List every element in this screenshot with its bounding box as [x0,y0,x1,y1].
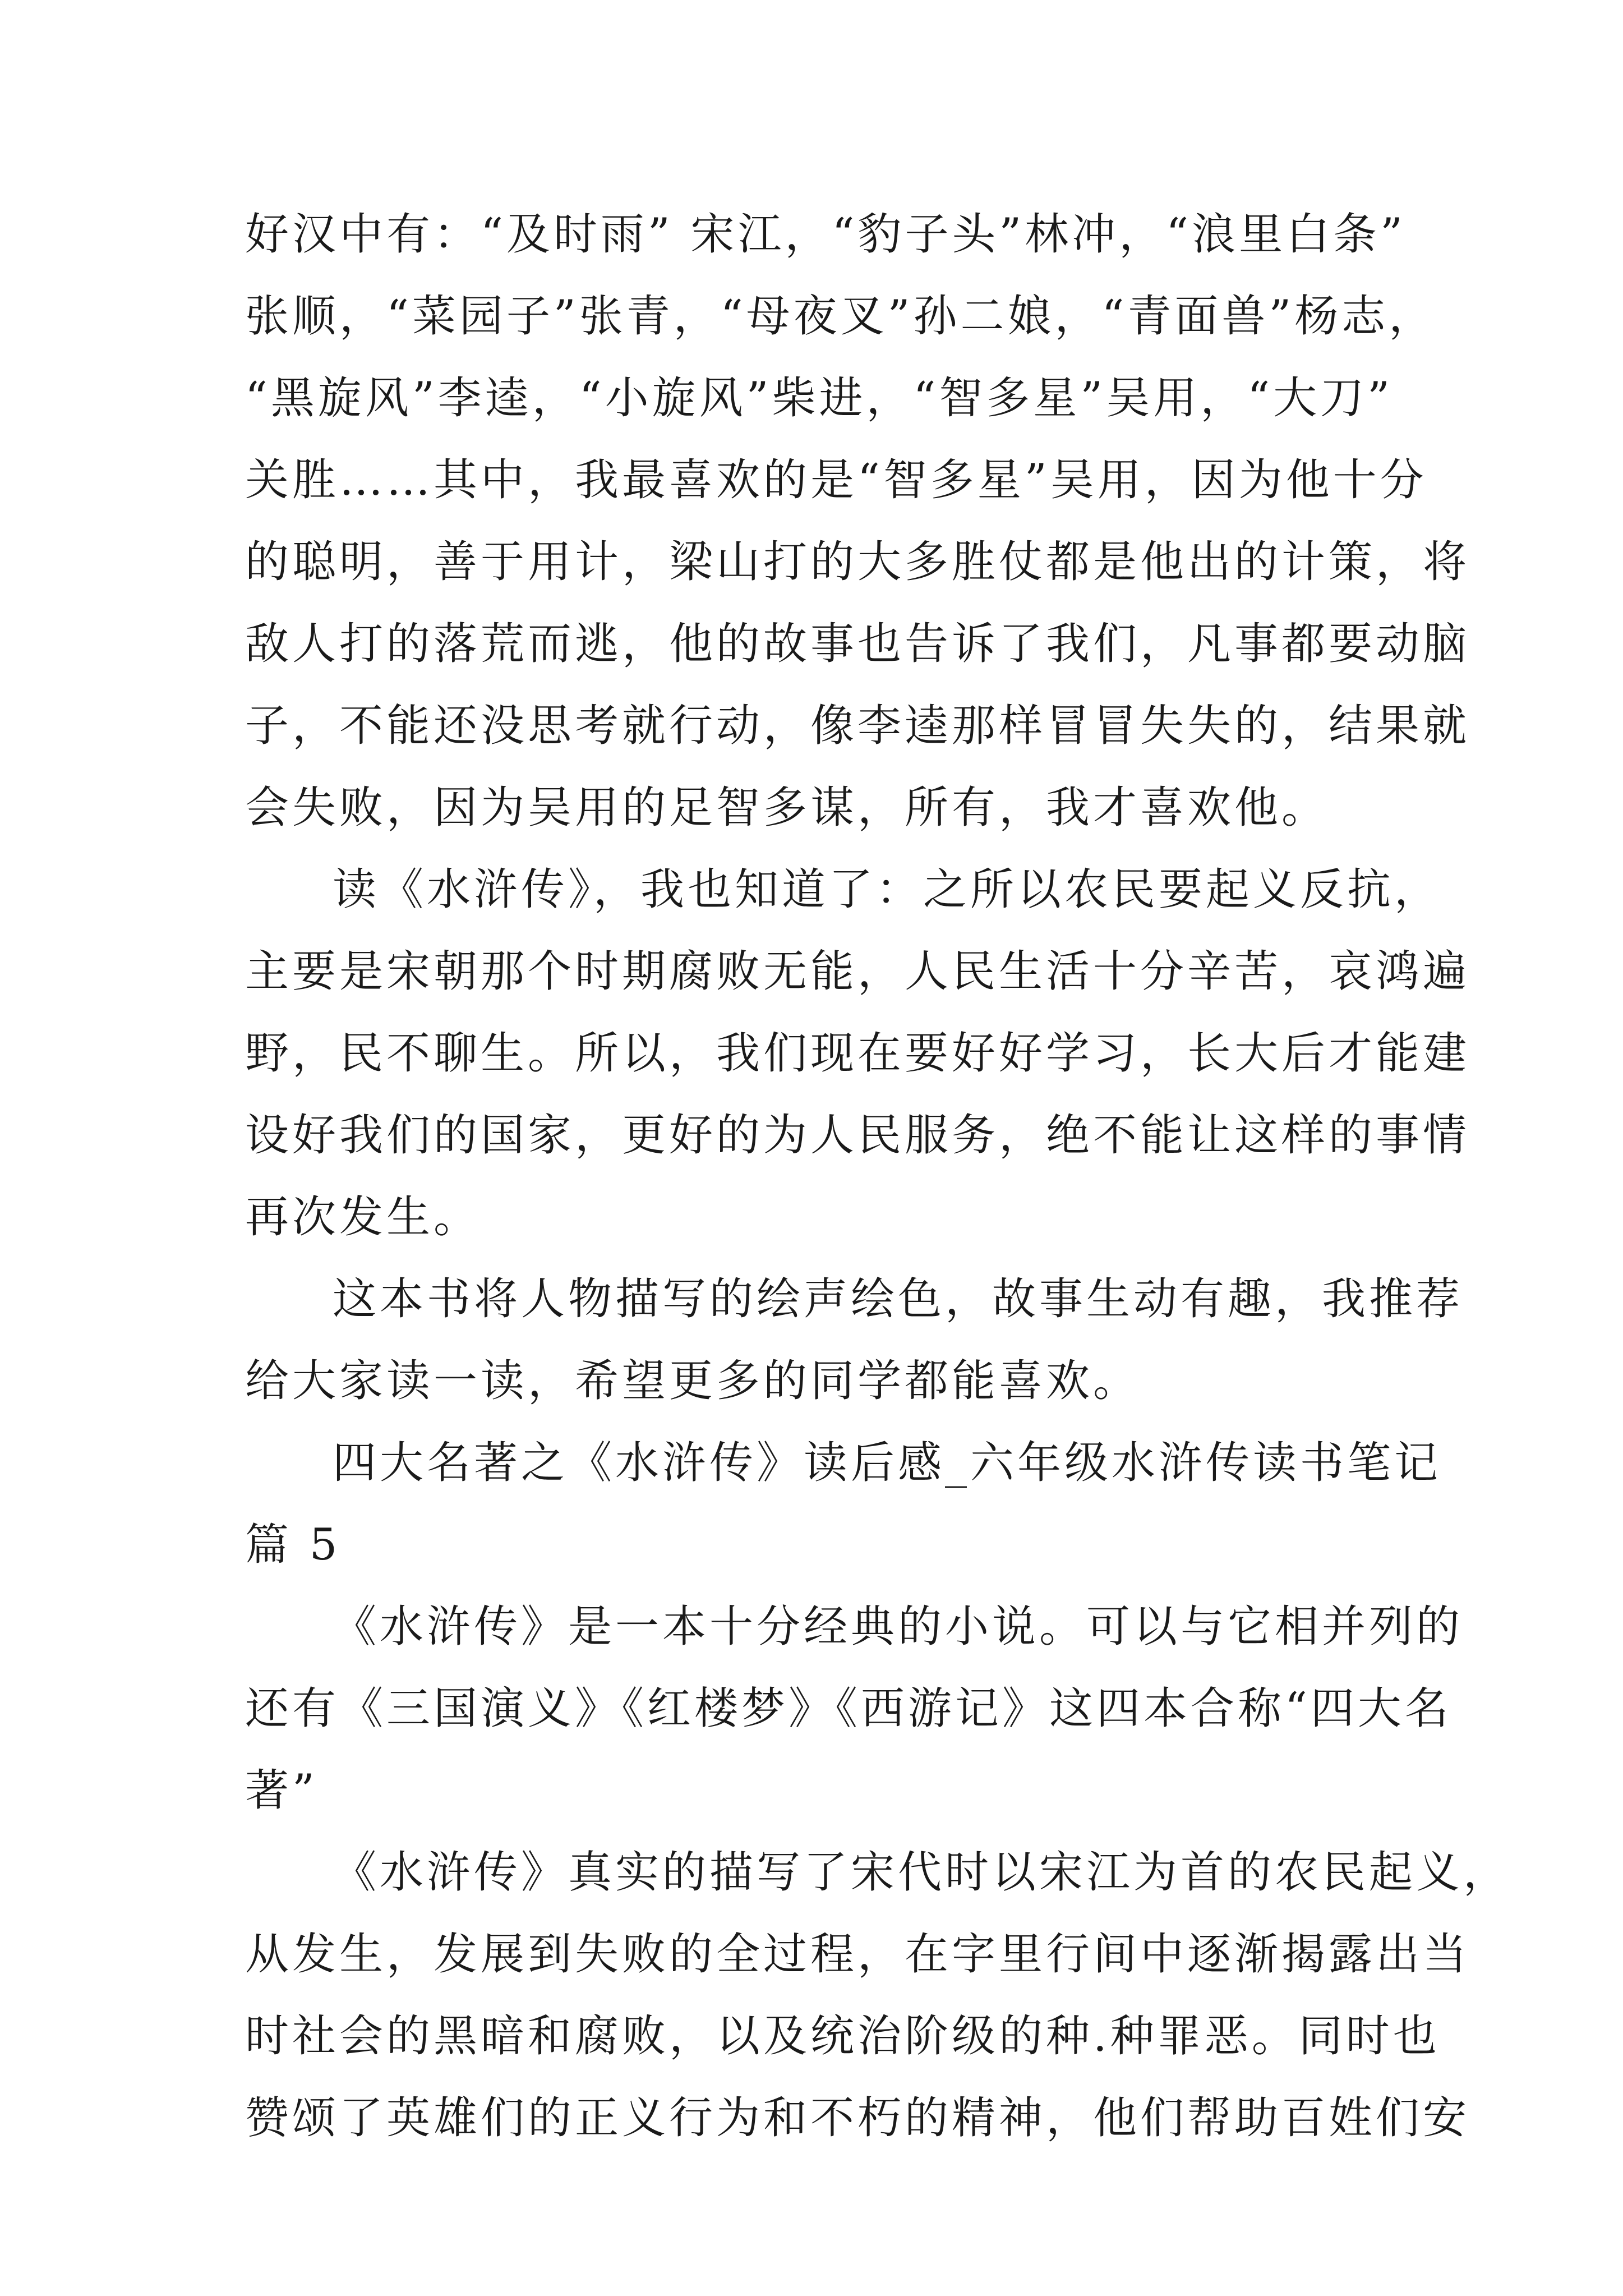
paragraph-first-line: 《水浒传》真实的描写了宋代时以宋江为首的农民起义， [333,1847,1511,1898]
text-line: 赞颂了英雄们的正义行为和不朽的精神，他们帮助百姓们安 [245,2093,1470,2143]
text-line: 从发生，发展到失败的全过程，在字里行间中逐渐揭露出当 [245,1929,1470,1980]
text-line: 会失败，因为吴用的足智多谋，所有，我才喜欢他。 [245,783,1329,833]
paragraph-first-line: 这本书将人物描写的绘声绘色，故事生动有趣，我推荐 [333,1274,1464,1324]
text-line: 敌人打的落荒而逃，他的故事也告诉了我们，凡事都要动脑 [245,619,1470,669]
text-line: 关胜……其中，我最喜欢的是“智多星”吴用，因为他十分 [245,455,1427,505]
text-line: 时社会的黑暗和腐败，以及统治阶级的种.种罪恶。同时也 [245,2011,1440,2062]
text-line: 还有《三国演义》《红楼梦》《西游记》这四本合称“四大名 [245,1683,1452,1734]
text-line: 再次发生。 [245,1192,481,1243]
text-line: 张顺，“菜园子”张青，“母夜叉”孙二娘，“青面兽”杨志， [245,291,1436,342]
paragraph-first-line: 《水浒传》是一本十分经典的小说。可以与它相并列的 [333,1602,1464,1652]
text-line: “黑旋风”李逵，“小旋风”柴进，“智多星”吴用，“大刀” [245,373,1394,424]
text-line: 好汉中有：“及时雨” 宋江，“豹子头”林冲，“浪里白条” [245,209,1407,260]
text-line: 设好我们的国家，更好的为人民服务，绝不能让这样的事情 [245,1110,1470,1161]
paragraph-first-line: 读《水浒传》，我也知道了：之所以农民要起义反抗， [333,864,1442,915]
text-line: 著” [245,1765,318,1816]
text-line: 子，不能还没思考就行动，像李逵那样冒冒失失的，结果就 [245,701,1470,751]
text-line: 的聪明，善于用计，梁山打的大多胜仗都是他出的计策，将 [245,537,1470,587]
text-line: 主要是宋朝那个时期腐败无能，人民生活十分辛苦，哀鸿遍 [245,946,1470,997]
section-heading: 四大名著之《水浒传》读后感_六年级水浒传读书笔记 [333,1438,1442,1488]
document-body [245,194,1511,2159]
text-line: 给大家读一读，希望更多的同学都能喜欢。 [245,1356,1141,1406]
section-heading-continuation: 篇 5 [245,1520,341,1570]
text-line: 野，民不聊生。所以，我们现在要好好学习，长大后才能建 [245,1028,1470,1079]
